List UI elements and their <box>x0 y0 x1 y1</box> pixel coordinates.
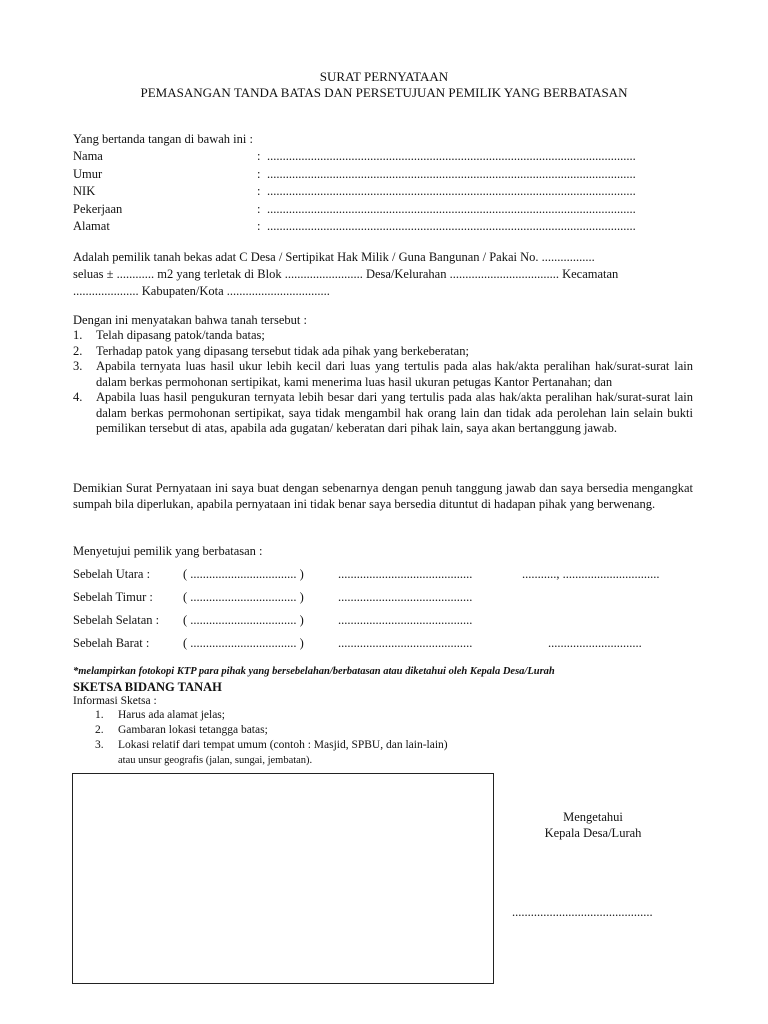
field-label-alamat: Alamat <box>73 219 110 233</box>
sketch-info-number: 1. <box>95 709 104 721</box>
neighbors-intro: Menyetujui pemilik yang berbatasan : <box>73 544 263 558</box>
field-alamat-blank[interactable]: ...................................................................................................................... <box>267 219 636 233</box>
statement-item <box>73 390 693 437</box>
ownership-line-3: ..................... Kabupaten/Kota ................................. <box>73 284 330 298</box>
sketch-drawing-area[interactable] <box>72 773 494 984</box>
sketch-info-text: Lokasi relatif dari tempat umum (contoh : Masjid, SPBU, dan lain-lain) <box>118 739 448 751</box>
field-label-nik: NIK <box>73 184 96 198</box>
ownership-line-2: seluas ± ............ m2 yang terletak di Blok ......................... Desa/Kelurahan ................................... Kecamatan <box>73 267 619 281</box>
statement-text: Apabila ternyata luas hasil ukur lebih kecil dari luas yang tertulis pada alas hak/akta peralihan hak/surat-surat lain dalam berkas permohonan sertipikat, kami menerima luas hasil ukuran petugas Kantor Pertanahan; dan <box>96 359 693 389</box>
approval-label: Mengetahui <box>563 810 623 824</box>
neighbor-label: Sebelah Utara : <box>73 567 151 581</box>
statement-intro: Dengan ini menyatakan bahwa tanah tersebut : <box>73 313 307 327</box>
sketch-info-text: Harus ada alamat jelas; <box>118 709 225 721</box>
sketch-info-label: Informasi Sketsa : <box>73 695 157 707</box>
statement-number: 3. <box>73 359 83 373</box>
place-date-blank[interactable]: ..........., ............................... <box>522 567 660 581</box>
field-label-umur: Umur <box>73 167 103 181</box>
field-nama-blank[interactable]: ...................................................................................................................... <box>267 149 636 163</box>
approval-signature-blank[interactable]: ............................................. <box>512 905 653 919</box>
statement-item <box>73 344 693 360</box>
ktp-note: *melampirkan fotokopi KTP para pihak yang bersebelahan/berbatasan atau diketahui oleh Kepala Desa/Lurah <box>73 666 555 677</box>
neighbor-label: Sebelah Selatan : <box>73 613 160 627</box>
sketch-info-item <box>95 708 448 723</box>
statement-number: 2. <box>73 343 83 358</box>
statement-text: Telah dipasang patok/tanda batas; <box>96 328 265 342</box>
field-colon: : <box>257 149 261 163</box>
statement-number: 4. <box>73 390 83 404</box>
neighbor-signature-blank[interactable]: ( .................................. ) <box>183 590 304 604</box>
statement-text: Apabila luas hasil pengukuran ternyata lebih besar dari yang tertulis pada alas hak/akta peralihan hak/surat-surat lain dalam berkas permohonan sertipikat, saya tidak mengambil hak orang lain dan tidak ada perolehan lain selain bukti pemilikan tersebut di atas, apabila ada gugatan/ keberatan dari pihak lain, saya akan bertanggung jawab. <box>96 390 693 435</box>
neighbor-name-blank[interactable]: ........................................... <box>338 636 473 650</box>
ownership-line-1: Adalah pemilik tanah bekas adat C Desa / Sertipikat Hak Milik / Guna Bangunan / Pakai No. ................. <box>73 250 595 264</box>
document-subtitle: PEMASANGAN TANDA BATAS DAN PERSETUJUAN PEMILIK YANG BERBATASAN <box>140 85 628 100</box>
field-colon: : <box>257 219 261 233</box>
neighbor-name-blank[interactable]: ........................................... <box>338 567 473 581</box>
neighbor-name-blank[interactable]: ........................................... <box>338 590 473 604</box>
field-colon: : <box>257 184 261 198</box>
sketch-title: SKETSA BIDANG TANAH <box>73 680 222 694</box>
field-pekerjaan-blank[interactable]: ...................................................................................................................... <box>267 202 636 216</box>
signer-name-blank[interactable]: .............................. <box>548 636 642 650</box>
neighbor-label: Sebelah Barat : <box>73 636 150 650</box>
field-colon: : <box>257 167 261 181</box>
statement-item <box>73 328 693 344</box>
neighbor-label: Sebelah Timur : <box>73 590 153 604</box>
statement-list <box>73 328 693 437</box>
neighbor-name-blank[interactable]: ........................................... <box>338 613 473 627</box>
neighbor-signature-blank[interactable]: ( .................................. ) <box>183 636 304 650</box>
field-colon: : <box>257 202 261 216</box>
field-label-nama: Nama <box>73 149 103 163</box>
neighbor-signature-blank[interactable]: ( .................................. ) <box>183 613 304 627</box>
statement-text: Terhadap patok yang dipasang tersebut tidak ada pihak yang berkeberatan; <box>96 343 469 358</box>
statement-number: 1. <box>73 328 83 342</box>
sketch-info-item <box>95 738 448 753</box>
field-nik-blank[interactable]: ...................................................................................................................... <box>267 184 636 198</box>
approval-title: Kepala Desa/Lurah <box>544 826 642 840</box>
field-label-pekerjaan: Pekerjaan <box>73 202 123 216</box>
closing-paragraph: Demikian Surat Pernyataan ini saya buat dengan sebenarnya dengan penuh tanggung jawab dan saya bersedia mengangkat sumpah bila diperlukan, apabila pernyataan ini tidak benar saya bersedia dituntut di hadapan pihak yang berwenang. <box>73 481 693 511</box>
sketch-info-continuation: atau unsur geografis (jalan, sungai, jembatan). <box>118 755 313 766</box>
document-title: SURAT PERNYATAAN <box>319 69 449 84</box>
sketch-info-number: 2. <box>95 724 104 736</box>
statement-item <box>73 359 693 390</box>
sketch-info-number: 3. <box>95 739 104 751</box>
neighbor-signature-blank[interactable]: ( .................................. ) <box>183 567 304 581</box>
intro-text: Yang bertanda tangan di bawah ini : <box>73 132 253 146</box>
field-umur-blank[interactable]: ...................................................................................................................... <box>267 167 636 181</box>
sketch-info-item <box>95 723 448 738</box>
sketch-info-list <box>95 708 448 753</box>
sketch-info-text: Gambaran lokasi tetangga batas; <box>118 724 268 736</box>
